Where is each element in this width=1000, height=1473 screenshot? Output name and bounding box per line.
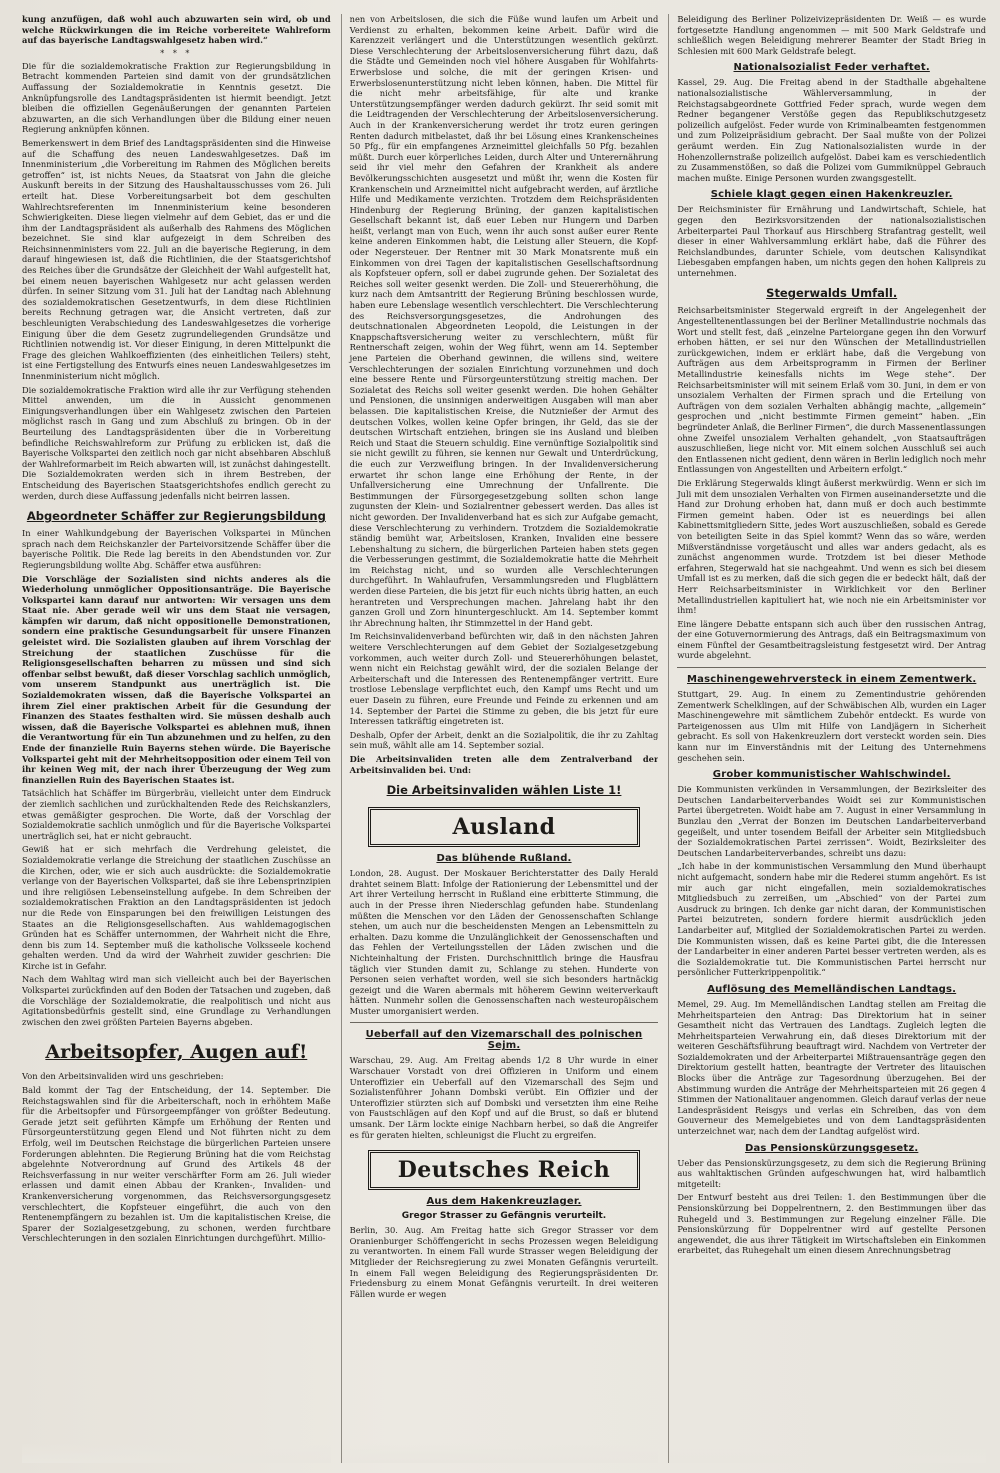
intro-paragraph: kung anzufügen, daß wohl auch abzuwarten sein wird, ob und welche Rückwirkungen die im Reiche vorbereitete Wahlreform auf das bayerische Landtagswahlgesetz haben wird.“ [22,14,331,46]
separator-dots: * * * [160,48,193,58]
headline-sejm: Ueberfall auf den Vizemarschall des polnischen Sejm. [365,1029,643,1052]
article-paragraph: Die sozialdemokratische Fraktion wird alle ihr zur Verfügung stehenden Mittel anwenden, um die in Aussicht genommenen Einigungsverhandlungen über ein Wahlgesetz zwischen den Parteien möglichst rasch in Gang und zum Abschluß zu bringen. Ob in der Beurteilung des Landtagspräsidenten über die in Vorbereitung befindliche Reichswahlreform zur Prüfung zu erblicken ist, daß die Bayerische Volkspartei den zeitlich noch gar nicht absehbaren Abschluß der Wahlreformarbeit im Reich abwarten will, ist zunächst dahingestellt. Die Sozialdemokraten werden sich in ihrem Bestreben, der Entscheidung des Bayerischen Staatsgerichtshofes endlich gerecht zu werden, durch diese Auffassung jedenfalls nicht beirren lassen. [22,384,331,501]
article-paragraph: Warschau, 29. Aug. Am Freitag abends 1/2 8 Uhr wurde in einer Warschauer Vorstadt von drei Offizieren in Uniform und einem Unteroffizier ein Ueberfall auf den Vizemarschall des Sejm und Sozialistenführer Johann Dombski verübt. Ein Offizier und der Unteroffizier stürzten sich auf Dombski und versetzten ihm eine Reihe von Faustschlägen auf den Kopf und auf die Brust, so daß er blutend umsank. Der Lärm lockte einige Nachbarn herbei, so daß die Angreifer es für geraten hielten, schleunigst die Flucht zu ergreifen. [349,1055,659,1140]
headline-memel: Auflösung des Memelländischen Landtags. [707,983,957,995]
article-paragraph: Die Erklärung Stegerwalds klingt äußerst merkwürdig. Wenn er sich im Juli mit dem unsozialen Verhalten von Firmen auseinandersetzte und die Hand zur Drohung erhoben hat, dann muß er doch auch bestimmte Firmen gemeint haben. Oder ist es neuerdings bei allen Kabinettsmitgliedern Sitte, jedes Wort auszuschließen, sobald es Gerede von beteiligten Seite in das Spiel kommt? Wenn das so wäre, werden Mißverständnisse vorgetäuscht und alles war anders gedacht, als es zunächst angenommen wurde. Trotzdem ist bei dieser Methode erfahren, Stegerwald hat sie nachgeahmt. Und wenn es sich bei diesem Umfall ist es zu merken, daß die sich gegen die er bedeckt hält, daß der Herr Reichsarbeitsminister in Wirklichkeit vor den Berliner Metallindustriellen kapituliert hat, wie noch nie ein Arbeitsminister vor ihm! [677,477,987,616]
article-paragraph: Die für die sozialdemokratische Fraktion zur Regierungsbildung in Betracht kommenden Parteien sind damit von der grundsätzlichen Auffassung der Sozialdemokratie in Kenntnis gesetzt. Die Anknüpfungsrolle des Landtagspräsidenten ist hiermit beendigt. Jetzt bleiben die offiziellen Gegenäußerungen der genannten Parteien abzuwarten, an die sich Verhandlungen über die Bildung einer neuen Regierung anknüpfen können. [22,60,331,135]
article-paragraph: Beleidigung des Berliner Polizeivizepräsidenten Dr. Weiß — es wurde fortgesetzte Handlung angenommen — mit 500 Mark Geldstrafe und schließlich wegen Beleidigung mehrerer Beamter der Stadt Brieg in Schlesien mit 600 Mark Geldstrafe belegt. [677,14,987,56]
column-fade [342,1443,659,1463]
article-paragraph: Bald kommt der Tag der Entscheidung, der 14. September. Die Reichstagswahlen sind für die Arbeiterschaft, noch in erhöhtem Maße für die Arbeitsopfer und Fürsorgeempfänger von größter Bedeutung. Gerade jetzt seit geführten Kämpfe um Erhöhung der Renten und Fürsorgeunterstützung gegen Elend und Not führten nicht zu dem Erfolg, weil im Deutschen Reichstage die bürgerlichen Parteien unsere Forderungen ablehnten. Die Regierung Brüning hat die vom Reichstag abgelehnte Notverordnung auf Grund des Artikels 48 der Reichsverfassung in nur weiter verschärfter Form am 26. Juli wieder erlassen und damit einen Abbau der Kranken-, Invaliden- und Krankenversicherung vorgenommen, das Reichsversorgungsgesetz verschlechtert, die Kopfsteuer eingeführt, die auch von den Rentenempfängern zu bezahlen ist. Um die kapitalistischen Kreise, die Sparer der Sozialgesetzgebung, zu schonen, werden furchtbare Verschlechterungen in den sozialen Einrichtungen durchgeführt. Millio- [22,1085,331,1244]
column-left [22,14,331,1463]
section-box-deutsches-reich: Deutsches Reich [368,1150,641,1190]
subheadline-strasser: Gregor Strasser zu Gefängnis verurteilt. [401,1211,607,1222]
article-paragraph: Die Arbeitsinvaliden treten alle dem Zentralverband der Arbeitsinvaliden bei. Und: [349,753,659,775]
rule-divider [677,667,986,668]
article-paragraph: Der Reichsminister für Ernährung und Landwirtschaft, Schiele, hat gegen den Bezirksvorsitzenden der nationalsozialistischen Arbeiterpartei Paul Thorkauf aus Hirschberg Strafantrag gestellt, weil dieser in einer Wahlversammlung erklärt habe, daß die Führer des Reichslandbundes, darunter Schiele, vom deutschen Kalisyndikat Liebesgaben empfangen haben, um nichts gegen den hohen Kalipreis zu unternehmen. [677,204,987,278]
article-paragraph: Kassel, 29. Aug. Die Freitag abend in der Stadthalle abgehaltene nationalsozialistische Wählerversammlung, in der Reichstagsabgeordnete Gottfried Feder sprach, wurde wegen dem Redner begangener Verstöße gegen das Republikschutzgesetz polizeilich aufgelöst. Feder wurde von Kriminalbeamten festgenommen und zum Polizeipräsidium gebracht. Der Saal mußte von der Polizei geräumt werden. Ein Zug Nationalsozialisten wurde in der Hohenzollernstraße polizeilich aufgelöst. Dabei kam es verschiedentlich zu Zusammenstößen, so daß die Polizei vom Gummiknüppel Gebrauch machen mußte. Einige Personen wurden zwangsgestellt. [677,77,987,183]
headline-russland: Das blühende Rußland. [436,853,572,865]
column-fade [669,1443,986,1463]
article-paragraph: Memel, 29. Aug. Im Memelländischen Landtag stellen am Freitag die Mehrheitsparteien den Antrag: Das Direktorium hat in seiner Gesamtheit nicht das Vertrauen des Landtags. Zugleich legten die Mehrheitsparteien Verwahrung ein, daß dieses Direktorium mit der weiteren Geschäftsführung beauftragt wird. Nachdem von Vertreter der Sozialdemokraten und der Arbeiterpartei Mißtrauensanträge gegen den Direktorium gestellt hatten, beantragte der Vertreter des litauischen Blocks über die Anträge zur Tagesordnung überzugehen. Bei der Abstimmung wurden die Anträge der Mehrheitsparteien mit 26 gegen 4 Stimmen der Nationalitauer angenommen. Gleich darauf verlas der neue Landespräsident Reisgys und verlas ein Schreiben, das von dem Gouverneur des Memelgebietes und von dem Landtagspräsidenten unterzeichnet war, nach dem der Landtag aufgelöst wird. [677,998,987,1137]
headline-feder: Nationalsozialist Feder verhaftet. [733,62,930,74]
headline-hakenkreuzlager: Aus dem Hakenkreuzlager. [426,1196,582,1208]
article-paragraph: Nach dem Wahltag wird man sich vielleicht auch bei der Bayerischen Volkspartei zurückfinden auf den Boden der Tatsachen und zugeben, daß die Vorschläge der Sozialdemokratie, die realpolitisch und nicht aus Agitationsbedürfnis gestellt sind, eine Grundlage zu Verhandlungen zwischen den zwei größten Parteien Bayerns abgeben. [22,974,331,1027]
slogan-liste-1: Die Arbeitsinvaliden wählen Liste 1! [386,783,622,798]
article-paragraph: Die Kommunisten verkünden in Versammlungen, der Bezirksleiter des Deutschen Landarbeiterverbandes Woidt sei zur Kommunistischen Partei übergetreten. Woidt habe am 7. August in einer Versammlung in Bunzlau den „Verrat der Bonzen im Deutschen Landarbeiterverband gegeißelt, und unter tosendem Beifall der Arbeiter sein Mitgliedsbuch der Sozialdemokratischen Partei zerrissen“. Woidt, Bezirksleiter des Deutschen Landarbeiterverbandes, schreibt uns dazu: [677,784,987,858]
article-paragraph: nen von Arbeitslosen, die sich die Füße wund laufen um Arbeit und Verdienst zu erhalten, bekommen keine Arbeit. Dafür wird die Karenzzeit verlängert und die Unterstützungen wesentlich gekürzt. Diese Verschlechterung der Arbeitslosenversicherung führt dazu, daß die Städte und Gemeinden noch viel höhere Ausgaben für Wohlfahrts-Erwerbslose und solche, die mit der geringen Krisen- und Erwerbslosenunterstützung nicht leben können, haben. Die Mittel für die nicht mehr arbeitsfähige, für alte und kranke Unterstützungsempfänger werden dadurch gekürzt. Ihr seid somit mit die Leidtragenden der Verschlechterung der Arbeitslosenversicherung. Auch in der Krankenversicherung werdet ihr trotz euren geringen Renten dadurch mitbelastet, daß ihr bei Lösung eines Krankenscheines 50 Pfg., für ein empfangenes Arzneimittel gleichfalls 50 Pfg. bezahlen müßt. Durch euer körperliches Leiden, durch Alter und Unterernährung seid ihr viel mehr den Gefahren der Krankheit als andere Bevölkerungsschichten ausgesetzt und müßt ihr, wenn die Kosten für Krankenschein und Arzneimittel nicht aufgebracht werden, auf ärztliche Hilfe und Medikamente verzichten. Trotzdem dem Reichspräsidenten Hindenburg der Regierung Brüning, der ganzen kapitalistischen Gesellschaft bekannt ist, daß euer Leben nur Hungern und Darben heißt, verlangt man von Euch, wenn ihr auch sonst außer eurer Rente keine anderen Einkommen habt, die Leistung aller Steuern, die Kopf- oder Negersteuer. Der Rentner mit 30 Mark Monatsrente muß ein Einkommen von drei Tagen der kapitalistischen Gesellschaftsordnung als Kopfsteuer opfern, soll er dabei zugrunde gehen. Der Sozialetat des Reiches soll weiter gesenkt werden. Die Zoll- und Steuererhöhung, die kurz nach dem Amtsantritt der Regierung Brüning beschlossen wurde, haben eure Lebenslage wesentlich verschlechtert. Die Verschlechterung des Reichsversorgungsgesetzes, die Androhungen des deutschnationalen Abgeordneten Leopold, die Leistungen in der Knappschaftsversicherung weiter zu verschlechtern, müßt für Rentnerschaft zeigen, wohin der Weg führt, wenn am 14. September jene Parteien die Oberhand gewinnen, die willens sind, weitere Verschlechterungen der sozialen Einrichtung vorzunehmen und doch eine bessere Rente und Fürsorgeunterstützung streitig machen. Der Sozialetat des Reichs soll weiter gesenkt werden. Die hohen Gehälter und Pensionen, die unsinnigen anderweitigen Ausgaben will man aber belassen. Die kapitalistischen Kreise, die Nutznießer der Armut des deutschen Volkes, wollen keine Opfer bringen, ihr Geld, das sie der deutschen Wirtschaft entziehen, bringen sie ins Ausland und bleiben Reich und Staat die Steuern schuldig. Eine vernünftige Sozialpolitik sind sie nicht gewillt zu führen, sie kennen nur Gewalt und Unterdrückung, die euch zur Verzweiflung bringen. In der Invalidenversicherung erwartet ihr schon lange eine Erhöhung der Rente, in der Unfallversicherung eine Umrechnung der Unfallrente. Die Bestimmungen der Fürsorgegesetzgebung sollten schon lange zugunsten der Klein- und Sozialrentner gebessert werden. Das alles ist nicht geworden. Der Invalidenverband hat es sich zur Aufgabe gemacht, diese Verschlechterung zu verhindern. Trotzdem die Sozialdemokratie ständig bemüht war, Arbeitslosen, Kranken, Invaliden eine bessere Lebenshaltung zu sichern, die bürgerlichen Parteien haben stets gegen die Verbesserungen gestimmt, die Sozialdemokratie hatte die Mehrheit im Reichstag nicht, und so wurden alle Verschlechterungen durchgeführt. In Wahlaufrufen, Versammlungsreden und Flugblättern werden diese Parteien, die bis jetzt für euch nichts übrig hatten, an euch herantreten und Versprechungen machen. Jahrelang habt ihr den ganzen Groll und Zorn hinuntergeschluckt. Am 14. September kommt ihr Abrechnung halten, ihr Stimmzettel in der Hand gebt. [349,14,659,628]
article-paragraph: Eine längere Debatte entspann sich auch über den russischen Antrag, der eine Gotuvernormierung des Antrags, daß ein Beitragsmaximum von einem Fünftel der Gesamtbeitragsleistung festgesetzt wird. Der Antrag wurde abgelehnt. [677,618,987,661]
article-paragraph: Ueber das Pensionskürzungsgesetz, zu dem sich die Regierung Brüning aus wahltaktischen Gründen aufgeschwungen hat, wird halbamtlich mitgeteilt: [677,1157,987,1189]
headline-arbeitsopfer: Arbeitsopfer, Augen auf! [45,1041,308,1064]
column-right [668,14,986,1463]
headline-maschinengewehr: Maschinengewehrversteck in einem Zementwerk. [687,674,977,686]
article-paragraph: Reichsarbeitsminister Stegerwald ergreift in der Angelegenheit der Angestelltenentlassungen bei der Berliner Metallindustrie nochmals das Wort und stellt fest, daß „einzelne Parteiorgane gegen ihn den Vorwurf erhoben hätten, er sei nur den Wünschen der Metallindustriellen zurückgewichen, indem er erklärt habe, daß die Vergebung von Aufträgen aus dem Arbeitsprogramm in Firmen der Berliner Metallindustrie keinesfalls nichts im Wege stehe“. Der Reichsarbeitsminister will mit seinem Erlaß vom 30. Juni, in dem er von unsozialem Verhalten der Firmen sprach und die Erteilung von Aufträgen von dem sozialen Verhalten abhängig machte, „allgemein“ gesprochen und „nicht bestimmte Firmen gemeint“ haben. „Ein begründeter Anlaß, die Berliner Firmen“, die durch Massenentlassungen ohne Zweifel unsozialem Verhalten gehandelt, „von Staatsaufträgen auszuschließen, liege nicht vor. Mit einem solchen Ausschluß sei auch den Entlassenen nicht gedient, denn wären in Berlin lediglich noch mehr Entlassungen von Angestellten und Arbeitern erfolgt.“ [677,305,987,475]
column-fade [22,1443,331,1463]
headline-wahlschwindel: Grober kommunistischer Wahlschwindel. [712,769,951,781]
article-paragraph: Bemerkenswert in dem Brief des Landtagspräsidenten sind die Hinweise auf die Schaffung des neuen Landeswahlgesetzes. Daß im Innenministerium „die Vorbereitung im Rahmen des Möglichen bereits getroffen“ ist, ist nichts Neues, da Staatsrat von Jahn die gleiche Auskunft bereits in der Sitzung des Haushaltausschusses vom 26. Juli erteilt hat. Diese Vorbereitungsarbeit bot dem geschulten Wahlrechtsreferenten im Innenministerium keine besonderen Schwierigkeiten. Diese liegen vielmehr auf dem Gebiet, das er und die ihm der Landtagspräsident als außerhalb des Rahmens des Möglichen bezeichnet. Sie sind klar aufgezeigt in dem Schreiben des Reichsinnenministers vom 22. Juli an die bayerische Regierung, in dem darauf hingewiesen ist, daß die Richtlinien, die der Staatsgerichtshof des Reiches über die Grundsätze der Gleichheit der Wahl aufgestellt hat, bei einem neuen bayerischen Wahlgesetz nur acht gelassen werden dürfen. In seiner Sitzung vom 31. Juli hat der Landtag nach Ablehnung des sozialdemokratischen Gesetzentwurfs, in dem diese Richtlinien bereits Rechnung getragen war, die Ansicht vertreten, daß zur beschleunigten Verabschiedung des Landeswahlgesetzes die vorherige Einigung über die dem Gesetz zugrundeliegenden Grundsätze und Richtlinien notwendig ist. Vor dieser Einigung, in deren Mittelpunkt die Frage des gleichen Wahlkoeffizienten (des einheitlichen Teilers) steht, ist eine Fertigstellung des Entwurfs eines neuen Landeswahlgesetzes im Innenministerium nicht möglich. [22,137,331,381]
article-paragraph: Berlin, 30. Aug. Am Freitag hatte sich Gregor Strasser vor dem Oranienburger Schöffengericht in sechs Prozessen wegen Beleidigung zu verantworten. In einem Fall wurde Strasser wegen Beleidigung der Mitglieder der Reichsregierung zu zwei Monaten Gefängnis verurteilt. In einem Fall wegen Beleidigung des Regierungspräsidenten Dr. Friedensburg zu einem Monat Gefängnis verurteilt. In drei weiteren Fällen wurde er wegen [349,1225,659,1299]
article-paragraph: London, 28. August. Der Moskauer Berichterstatter des Daily Herald drahtet seinem Blatt: Infolge der Rationierung der Lebensmittel und der Art ihrer Verteilung herrscht in Rußland eine erbitterte Stimmung, die auch in der Presse ihren Niederschlag gefunden habe. Stundenlang müßten die Menschen vor den Läden der Genossenschaften Schlange stehen, um auch nur die bescheidensten Mengen an Lebensmitteln zu erhalten. Dazu komme die Unzulänglichkeit der Genossenschaften und das Fehlen der Verteilungsstellen der Läden zwischen und die Nichteinhaltung der Fristen. Durchschnittlich bringe die Hausfrau täglich vier Stunden damit zu, Schlange zu stehen. Hunderte von Personen seien verhaftet worden, weil sie sich besonders hartnäckig gezeigt und die Waren abermals mit höherem Gewinn weiterverkauft hätten. Nunmehr sollen die Genossenschaften nach westeuropäischem Muster umorganisiert werden. [349,868,659,1016]
article-paragraph: Deshalb, Opfer der Arbeit, denkt an die Sozialpolitik, die ihr zu Zahltag sein muß, wählt alle am 14. September sozial. [349,729,659,751]
article-paragraph: Tatsächlich hat Schäffer im Bürgerbräu, vielleicht unter dem Eindruck der ziemlich sachlichen und zurückhaltenden Rede des Reichskanzlers, etwas gemäßigter gesprochen. Die Worte, daß der Vorschlag der Sozialdemokratie sachlich unmöglich und für die Bayerische Volkspartei unerträglich sei, hat er nicht gebraucht. [22,788,331,841]
headline-schaeffer: Abgeordneter Schäffer zur Regierungsbildung [26,509,326,524]
headline-pension: Das Pensionskürzungsgesetz. [744,1142,919,1154]
article-paragraph: Im Reichsinvalidenverband befürchten wir, daß in den nächsten Jahren weitere Verschlechterungen auf dem Gebiet der Sozialgesetzgebung vorkommen, auch weiter durch Zoll- und Steuererhöhungen belastet, wenn nicht ein Reichstag gewählt wird, der die sozialen Belange der Arbeiterschaft und die Interessen des Rentenempfänger vertritt. Eure trostlose Lebenslage verpflichtet euch, den Kampf ums Recht und um euer Dasein zu führen, eure Freunde und Feinde zu erkennen und am 14. September der Partei die Stimme zu geben, die bis jetzt für eure Interessen tatkräftig eingetreten ist. [349,631,659,727]
headline-stegerwald: Stegerwalds Umfall. [766,286,898,301]
article-paragraph: Der Entwurf besteht aus drei Teilen: 1. den Bestimmungen über die Pensionskürzung bei Doppelrentnern, 2. den Bestimmungen über das Ruhegeld und 3. Bestimmungen zur Regelung einzelner Fälle. Die Pensionskürzung für Doppelrentner wird auf gestellte Personen angewendet, die aus ihrer Tätigkeit im Wirtschaftsleben ein Einkommen erarbeitet, das Ruhegehalt um einen diesem Anrechnungsbetrag [677,1192,987,1256]
section-box-ausland: Ausland [368,807,641,847]
article-paragraph: In einer Wahlkundgebung der Bayerischen Volkspartei in München sprach nach dem Reichskanzler der Parteivorsitzende Schäffer über die bayerische Politik. Die Rede lag bereits in den Abendstunden vor. Zur Regierungsbildung wollte Abg. Schäffer etwa ausführen: [22,528,331,570]
article-paragraph: Gewiß hat er sich mehrfach die Verdrehung geleistet, die Sozialdemokratie verlange die Streichung der staatlichen Zuschüsse an die Kirchen, oder, wie er sich auch ausdrückte: die Sozialdemokratie verlange von der Bayerischen Volkspartei, daß sie ihre Lebensprinzipien und ihre religiösen Lebenseinstellung aufgebe. In dem Schreiben der sozialdemokratischen Fraktion an den Landtagspräsidenten ist jedoch nur die Rede von Einsparungen bei den freiwilligen Leistungen des Staates an die Religionsgesellschaften. Aus wahldemagogischen Gründen hat es Schäffer unternommen, der Wahrheit nicht die Ehre, denn bis zum 14. September muß die katholische Volksseele kochend gehalten werden. Und da wird der Wahrheit zuwider geschrien: Die Kirche ist in Gefahr. [22,844,331,971]
article-paragraph: Stuttgart, 29. Aug. In einem zu Zementindustrie gehörenden Zementwerk Schelklingen, auf der Schwäbischen Alb, wurden ein Lager Maschinengewehre mit sämtlichem Zubehör entdeckt. Es wurde von Parteigenossen aus Ulm mit Hilfe von Landjägern in Sicherheit gebracht. Es soll von Hakenkreuzlern dort versteckt worden sein. Dies kann nur im Einverständnis mit der Leitung des Unternehmens geschehen sein. [677,689,987,763]
column-middle [341,14,659,1463]
headline-schiele: Schiele klagt gegen einen Hakenkreuzler. [710,189,953,201]
article-paragraph: „Ich habe in der kommunistischen Versammlung den Mund überhaupt nicht aufgemacht, sondern habe mir die Rederei stumm angehört. Es ist mir auch gar nicht eingefallen, mein sozialdemokratisches Mitgliedsbuch zu zerreißen, um „Abschied“ von der Partei zum Ausdruck zu bringen. Ich denke gar nicht daran, der Kommunistischen Partei beizutreten, sondern fordere hiermit ausdrücklich jeden Landarbeiter auf, Mitglied der Sozialdemokratischen Partei zu werden. Die Kommunisten wissen, daß es keine Partei gibt, die die Interessen der Landarbeiter in einer anderen Partei besser vertreten werden, als es die Sozialdemokratie tut. Die Kommunistischen Partei herrscht nur persönlicher Futterkrippenpolitik.“ [677,861,987,978]
article-paragraph: Von den Arbeitsinvaliden wird uns geschrieben: [22,1071,224,1082]
article-paragraph: Die Vorschläge der Sozialisten sind nichts anderes als die Wiederholung unmöglicher Oppositionsanträge. Die Bayerische Volkspartei kann darauf nur antworten: Wir versagen uns dem Staat nie. Aber gerade weil wir uns dem Staat nie versagen, kämpfen wir darum, daß nicht oppositionelle Demonstrationen, sondern eine praktische Gesundungsarbeit für unsere Finanzen geleistet wird. Die Sozialisten glauben auf ihrem Vorschlag der Streichung der staatlichen Zuschüsse für die Religionsgesellschaften beharren zu müssen und sind sich offenbar selbst bewußt, daß dieser Vorschlag sachlich unmöglich, vom unserem Standpunkt aus unerträglich ist. Die Sozialdemokraten wissen, daß die Bayerische Volkspartei an ihrem Ziel einer praktischen Arbeit für die Gesundung der Finanzen des Staates festhalten wird. Sie müssen deshalb auch wissen, daß die Bayerische Volkspartei es ablehnen muß, ihnen die Verantwortung für ein Tun abzunehmen und zu helfen, zu den Ende der finanzielle Ruin Bayerns stehen würde. Die Bayerische Volkspartei geht mit der Mehrheitsopposition oder einem Teil von ihr keinen Weg mit, der nach ihrer Überzeugung der Weg zum finanziellen Ruin des Bayerischen Staates ist. [22,573,331,785]
rule-divider [350,1022,659,1023]
